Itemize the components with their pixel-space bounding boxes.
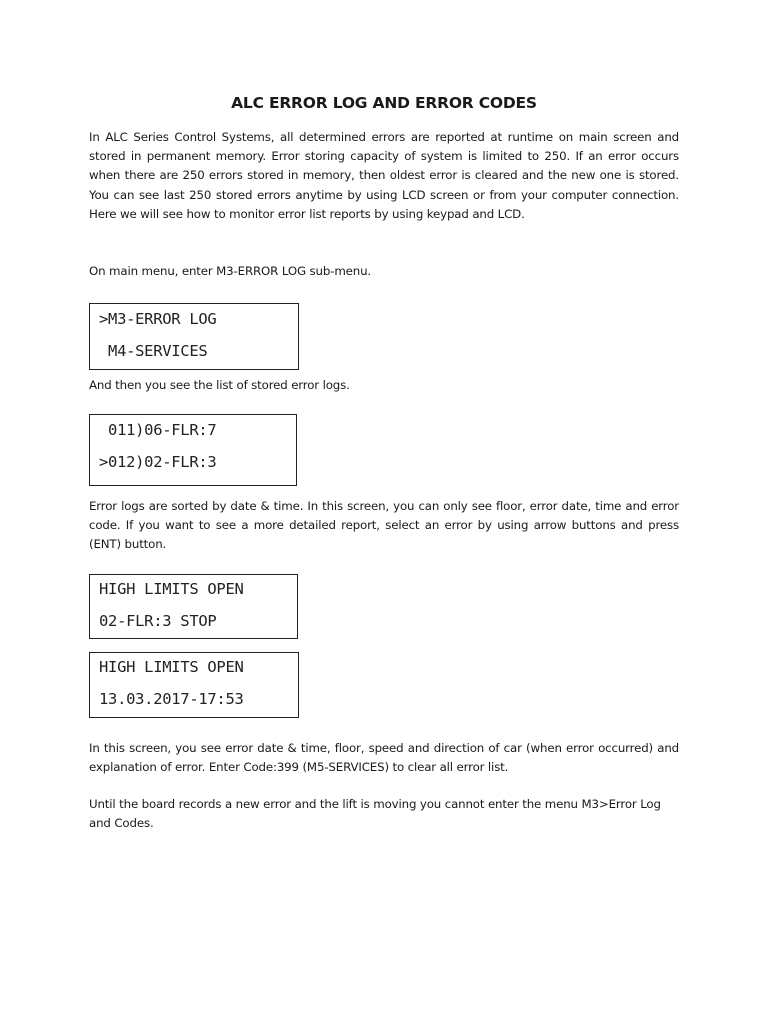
lcd-line: >012)02-FLR:3 [99, 453, 217, 471]
error-list-instruction: And then you see the list of stored error logs. [89, 378, 350, 392]
lcd-screen-detail-date [89, 652, 299, 718]
lcd-screen-detail-floor [89, 574, 298, 639]
menu-restriction-paragraph: Until the board records a new error and the lift is moving you cannot enter the menu M3>Error Log and Codes. [89, 797, 661, 831]
lcd-line: >M3-ERROR LOG [99, 310, 217, 328]
lcd-screen-error-list [89, 414, 297, 486]
lcd-line: M4-SERVICES [99, 342, 208, 360]
lcd-line: 02-FLR:3 STOP [99, 612, 217, 630]
sorting-paragraph: Error logs are sorted by date & time. In this screen, you can only see floor, error date, time and error code. If you want to see a more detailed report, select an error by using arrow buttons and press (ENT) button. [89, 499, 679, 552]
lcd-line: HIGH LIMITS OPEN [99, 658, 244, 676]
page-title: ALC ERROR LOG AND ERROR CODES [231, 94, 537, 112]
lcd-line: HIGH LIMITS OPEN [99, 580, 244, 598]
lcd-line: 13.03.2017-17:53 [99, 690, 244, 708]
detail-explanation-paragraph: In this screen, you see error date & time, floor, speed and direction of car (when error occurred) and explanation of error. Enter Code:399 (M5-SERVICES) to clear all error list. [89, 741, 679, 775]
lcd-screen-menu [89, 303, 299, 370]
intro-paragraph: In ALC Series Control Systems, all determined errors are reported at runtime on main screen and stored in permanent memory. Error storing capacity of system is limited to 250. If an error occurs when there are 250 errors stored in memory, then oldest error is cleared and the new one is stored. You can see last 250 stored errors anytime by using LCD screen or from your computer connection. Here we will see how to monitor error list reports by using keypad and LCD. [89, 130, 679, 221]
main-menu-instruction: On main menu, enter M3-ERROR LOG sub-menu. [89, 264, 372, 278]
lcd-line: 011)06-FLR:7 [99, 421, 217, 439]
